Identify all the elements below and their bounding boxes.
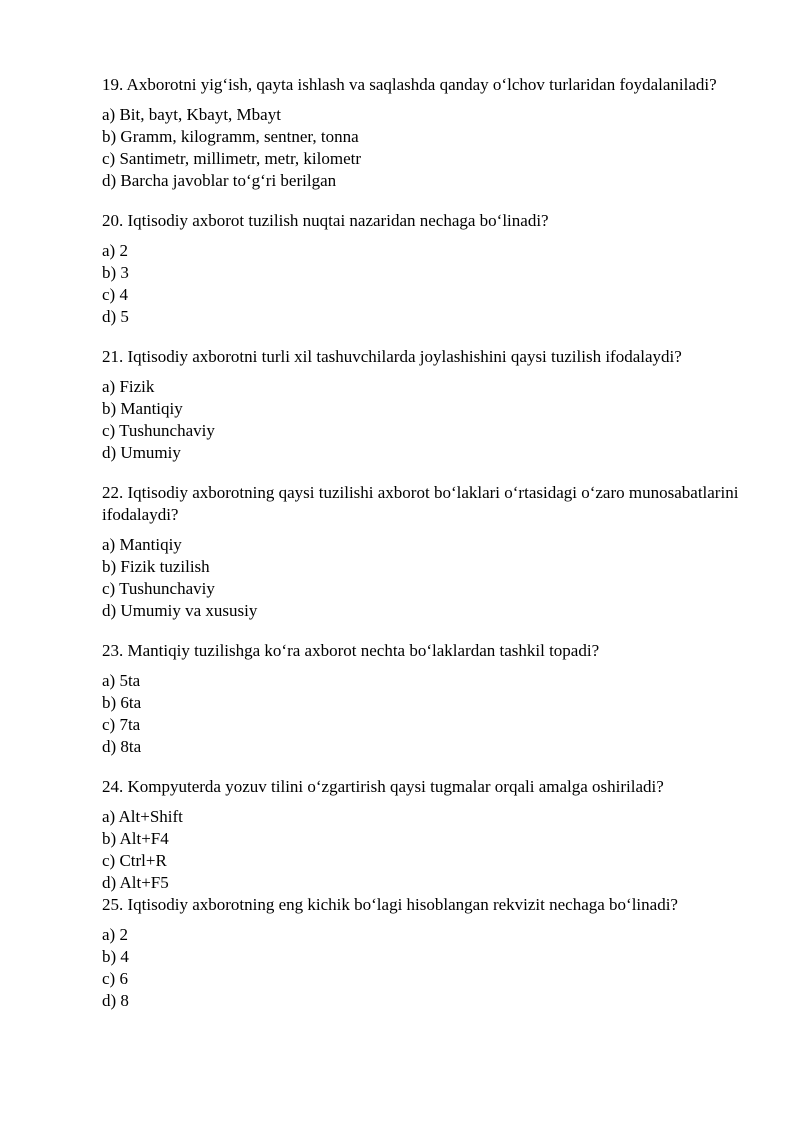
answer-option: d) Umumiy: [102, 443, 181, 462]
answer-option: d) Alt+F5: [102, 873, 169, 892]
answer-option: d) 5: [102, 307, 129, 326]
question-22: [102, 482, 762, 622]
question-text: 19. Axborotni yig‘ish, qayta ishlash va saqlashda qanday o‘lchov turlaridan foydalaniladi?: [102, 75, 717, 94]
answer-option: b) Gramm, kilogramm, sentner, tonna: [102, 127, 359, 146]
answer-option: a) Mantiqiy: [102, 535, 182, 554]
answer-option: d) 8ta: [102, 737, 142, 756]
answer-option: c) Santimetr, millimetr, metr, kilometr: [102, 149, 362, 168]
answer-option: b) 4: [102, 947, 129, 966]
question-19: [102, 74, 762, 192]
answer-option: a) Bit, bayt, Kbayt, Mbayt: [102, 105, 281, 124]
answer-option: a) 2: [102, 241, 128, 260]
question-24: [102, 776, 762, 894]
question-23: [102, 640, 762, 758]
question-text: 24. Kompyuterda yozuv tilini o‘zgartirish qaysi tugmalar orqali amalga oshiriladi?: [102, 777, 664, 796]
answer-options: [102, 806, 762, 894]
answer-option: b) Alt+F4: [102, 829, 169, 848]
answer-option: c) 6: [102, 969, 128, 988]
answer-option: b) Mantiqiy: [102, 399, 183, 418]
question-text: 21. Iqtisodiy axborotni turli xil tashuvchilarda joylashishini qaysi tuzilish ifodalaydi?: [102, 347, 682, 366]
answer-option: c) Tushunchaviy: [102, 421, 215, 440]
answer-option: c) Ctrl+R: [102, 851, 167, 870]
answer-options: [102, 924, 762, 1012]
answer-option: c) 4: [102, 285, 128, 304]
answer-option: b) 3: [102, 263, 129, 282]
question-text: 25. Iqtisodiy axborotning eng kichik bo‘lagi hisoblangan rekvizit nechaga bo‘linadi?: [102, 895, 678, 914]
answer-options: [102, 376, 762, 464]
answer-option: d) Umumiy va xususiy: [102, 601, 258, 620]
answer-option: d) 8: [102, 991, 129, 1010]
answer-option: a) Fizik: [102, 377, 155, 396]
question-text: 23. Mantiqiy tuzilishga ko‘ra axborot nechta bo‘laklardan tashkil topadi?: [102, 641, 600, 660]
answer-option: b) Fizik tuzilish: [102, 557, 210, 576]
question-20: [102, 210, 762, 328]
answer-options: [102, 534, 762, 622]
answer-options: [102, 104, 762, 192]
answer-option: d) Barcha javoblar to‘g‘ri berilgan: [102, 171, 337, 190]
answer-option: a) Alt+Shift: [102, 807, 183, 826]
question-text: 20. Iqtisodiy axborot tuzilish nuqtai nazaridan nechaga bo‘linadi?: [102, 211, 549, 230]
question-text: 22. Iqtisodiy axborotning qaysi tuzilishi axborot bo‘laklari o‘rtasidagi o‘zaro munosabatlarini ifodalaydi?: [102, 483, 739, 524]
document-page: [102, 74, 762, 1012]
question-25: [102, 894, 762, 1012]
answer-option: a) 2: [102, 925, 128, 944]
answer-options: [102, 240, 762, 328]
question-21: [102, 346, 762, 464]
answer-option: c) Tushunchaviy: [102, 579, 215, 598]
answer-option: c) 7ta: [102, 715, 141, 734]
answer-option: b) 6ta: [102, 693, 142, 712]
answer-option: a) 5ta: [102, 671, 141, 690]
answer-options: [102, 670, 762, 758]
